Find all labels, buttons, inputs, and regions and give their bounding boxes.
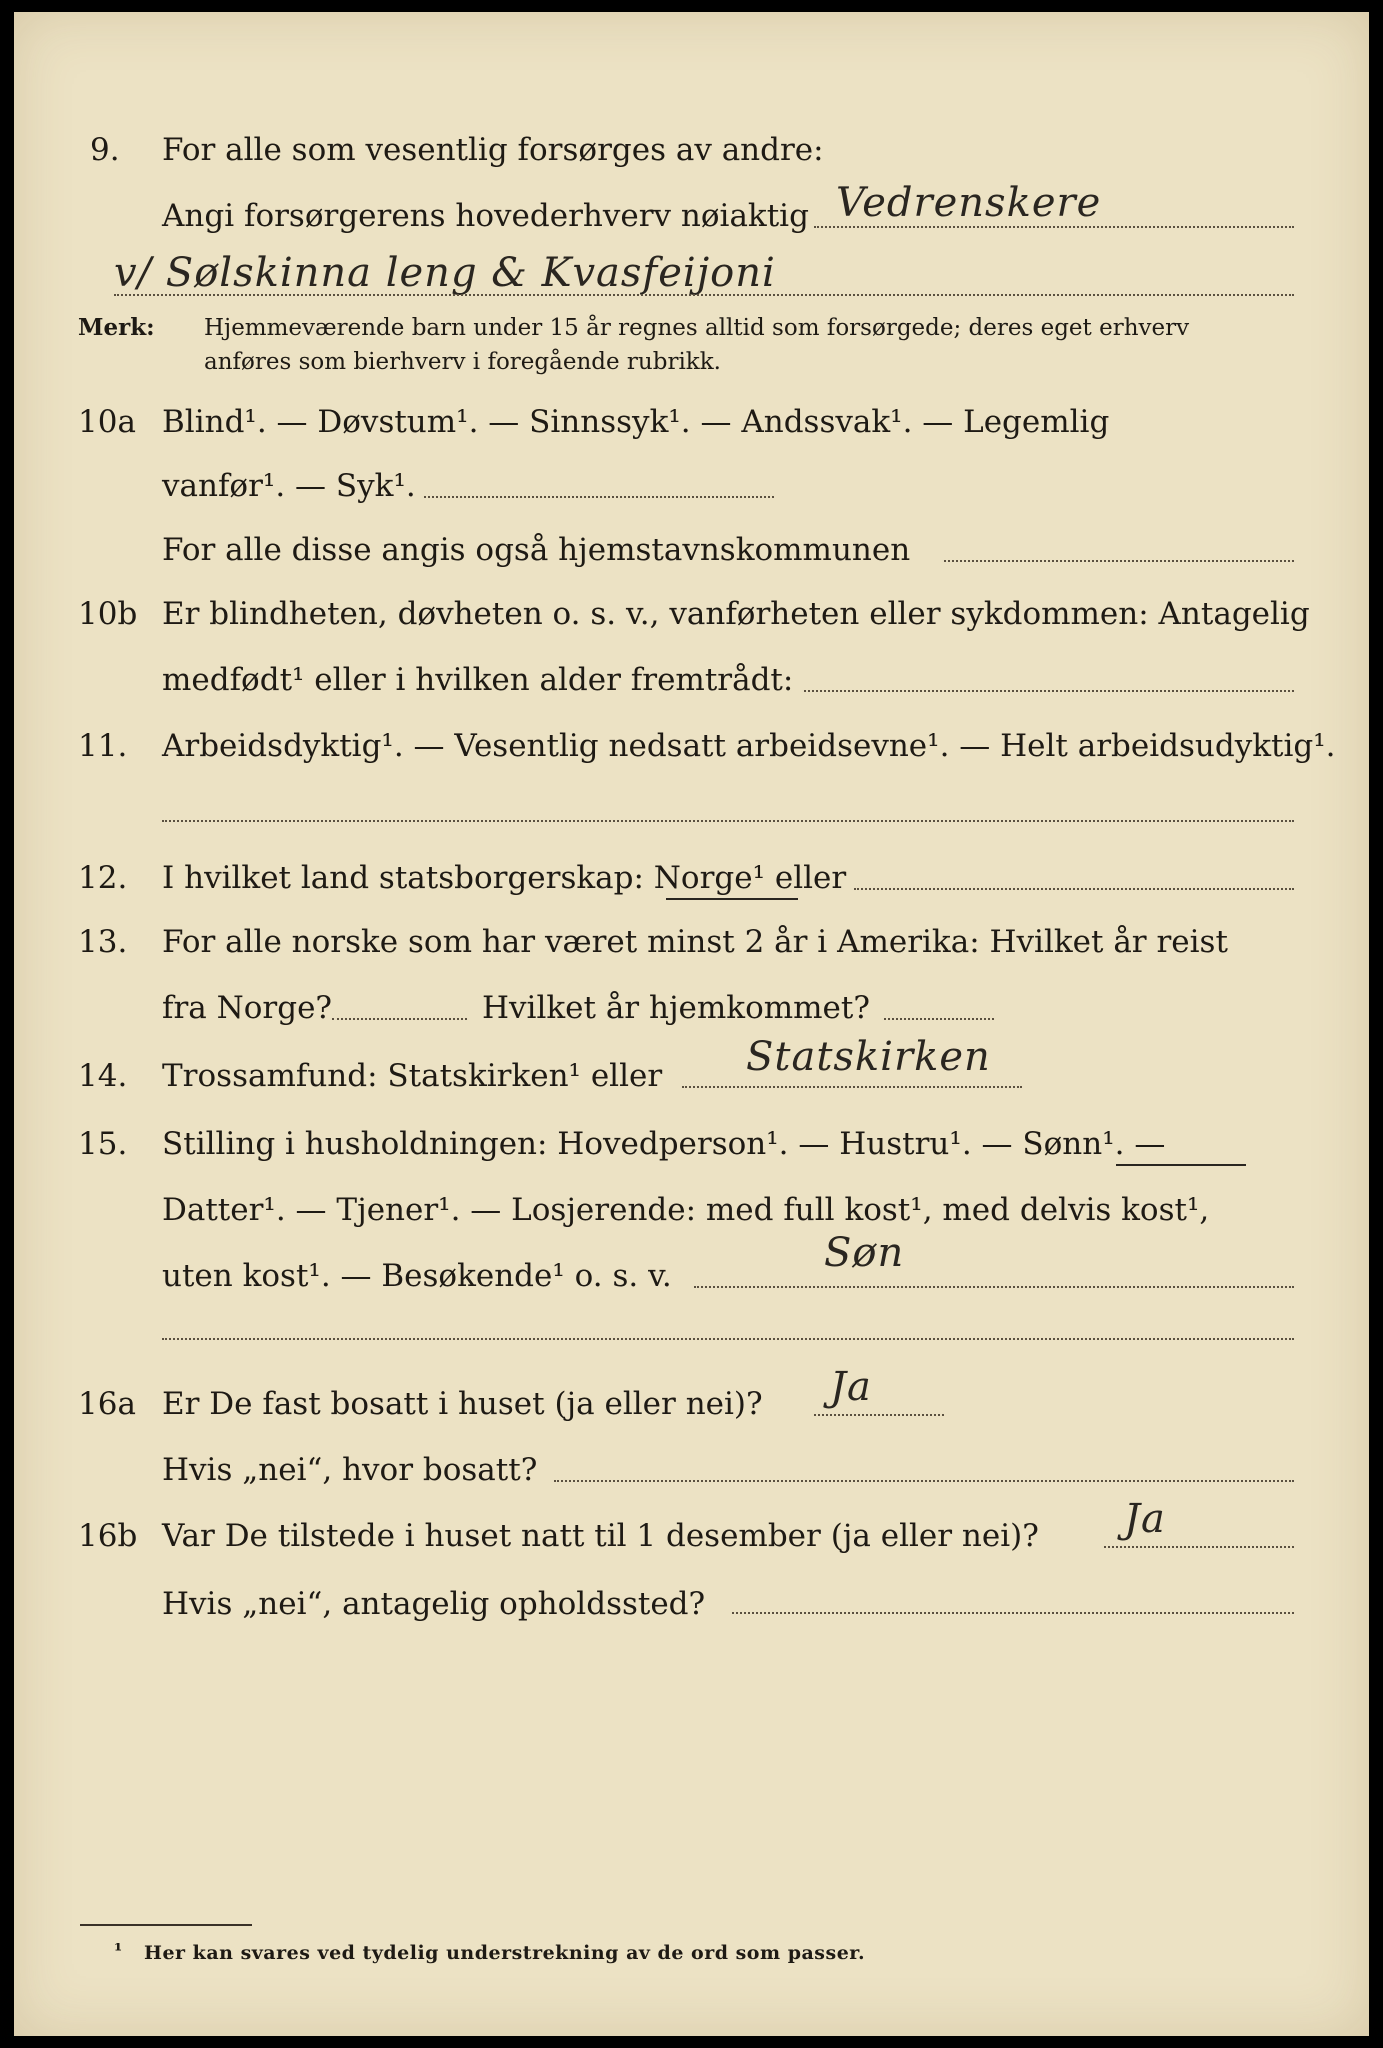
merk-line1: Hjemmeværende barn under 15 år regnes alltid som forsørgede; deres eget erhverv <box>204 315 1190 341</box>
q16a-line2: Hvis „nei“, hvor bosatt? <box>162 1452 538 1488</box>
q10a-number: 10a <box>78 404 136 440</box>
footnote-rule <box>80 1924 252 1926</box>
q9-line2: Angi forsørgerens hovederhverv nøiaktig <box>162 198 809 234</box>
q16a-bosatt-line <box>554 1480 1294 1482</box>
q9-line1: For alle som vesentlig forsørges av andre: <box>162 132 824 168</box>
q14-line1: Trossamfund: Statskirken¹ eller <box>162 1058 663 1094</box>
q12-number: 12. <box>78 860 128 896</box>
q12-norge-underline <box>666 898 798 900</box>
q15-sonn-underline <box>1116 1164 1246 1166</box>
q9-handwritten-answer-a: Vedrenskere <box>836 180 1102 226</box>
q10b-line1: Er blindheten, døvheten o. s. v., vanførheten eller sykdommen: Antagelig <box>162 596 1310 632</box>
q15-handwritten-answer: Søn <box>824 1230 905 1276</box>
q16b-handwritten-answer: Ja <box>1124 1496 1166 1542</box>
q16b-line2: Hvis „nei“, antagelig opholdssted? <box>162 1586 706 1622</box>
q10a-line1: Blind¹. — Døvstum¹. — Sinnssyk¹. — Andssvak¹. — Legemlig <box>162 404 1110 440</box>
q9-answer-line <box>814 226 1294 228</box>
q16a-handwritten-answer: Ja <box>830 1364 872 1410</box>
q15-answer-line <box>694 1286 1294 1288</box>
q11-number: 11. <box>78 728 128 764</box>
q9-number: 9. <box>90 132 120 168</box>
q13-number: 13. <box>78 924 128 960</box>
q12-line1: I hvilket land statsborgerskap: Norge¹ eller <box>162 860 847 896</box>
footnote-mark: ¹ <box>114 1940 123 1962</box>
q10b-number: 10b <box>78 596 138 632</box>
q15-answer-line-2 <box>162 1338 1294 1340</box>
q13-line2b: Hvilket år hjemkommet? <box>482 990 870 1026</box>
q15-number: 15. <box>78 1126 128 1162</box>
merk-line2: anføres som bierhverv i foregående rubrikk. <box>204 349 721 375</box>
q16a-answer-line <box>814 1414 944 1416</box>
q16b-line1: Var De tilstede i huset natt til 1 desember (ja eller nei)? <box>162 1518 1039 1554</box>
q9-answer-line-2 <box>114 294 1294 296</box>
q13-line2a: fra Norge? <box>162 990 333 1026</box>
q14-handwritten-answer: Statskirken <box>746 1034 991 1080</box>
q14-number: 14. <box>78 1058 128 1094</box>
q16b-opholdssted-line <box>732 1612 1294 1614</box>
q14-answer-line <box>682 1086 1022 1088</box>
q15-line2: Datter¹. — Tjener¹. — Losjerende: med full kost¹, med delvis kost¹, <box>162 1192 1210 1228</box>
q16a-number: 16a <box>78 1386 136 1422</box>
q13-hjemkommet-line <box>884 1018 994 1020</box>
q16b-number: 16b <box>78 1518 138 1554</box>
q11-answer-line <box>162 820 1294 822</box>
q10b-answer-line <box>804 690 1294 692</box>
q10a-syk-line <box>424 496 774 498</box>
q15-line3: uten kost¹. — Besøkende¹ o. s. v. <box>162 1258 672 1294</box>
q13-line1: For alle norske som har været minst 2 år i Amerika: Hvilket år reist <box>162 924 1228 960</box>
q10b-line2: medfødt¹ eller i hvilken alder fremtrådt: <box>162 662 794 698</box>
census-form-page <box>14 12 1369 2036</box>
merk-label: Merk: <box>78 314 155 341</box>
q11-line1: Arbeidsdyktig¹. — Vesentlig nedsatt arbeidsevne¹. — Helt arbeidsudyktig¹. <box>162 728 1336 764</box>
q10a-line2: vanfør¹. — Syk¹. <box>162 468 416 504</box>
footnote-text: Her kan svares ved tydelig understrekning av de ord som passer. <box>144 1942 866 1964</box>
q16a-line1: Er De fast bosatt i huset (ja eller nei)? <box>162 1386 763 1422</box>
q10a-hjemstavn-line <box>944 560 1294 562</box>
q13-reist-line <box>332 1018 467 1020</box>
q12-answer-line <box>854 888 1294 890</box>
q16b-answer-line <box>1104 1546 1294 1548</box>
q15-line1: Stilling i husholdningen: Hovedperson¹. — Hustru¹. — Sønn¹. — <box>162 1126 1166 1162</box>
q9-handwritten-answer-b: v/ Sølskinna leng & Kvasfeijoni <box>114 250 776 296</box>
q10a-line3: For alle disse angis også hjemstavnskommunen <box>162 532 911 568</box>
